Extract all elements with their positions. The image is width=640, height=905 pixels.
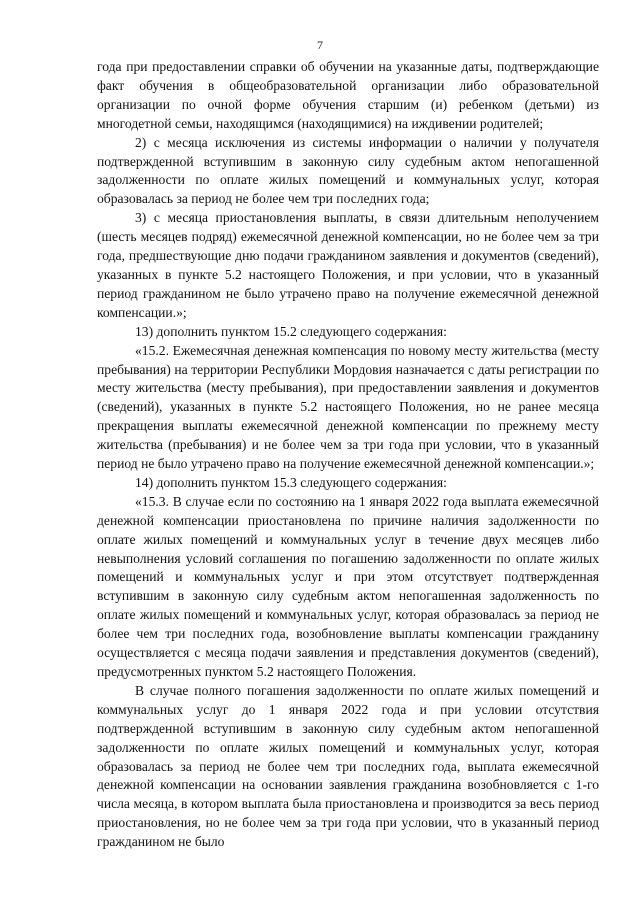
paragraph-3: 3) с месяца приостановления выплаты, в связи длительным неполучением (шесть месяцев подряд) ежемесячной денежной компенсации, но не более чем за три года, предшествующие дню подачи гражданином заявления и документов (сведений), указанных в пункте 5.2 настоящего Положения, и при условии, что в указанный период гражданином не было утрачено право на получение ежемесячной денежной компенсации.»; xyxy=(97,210,599,320)
paragraph-4: 13) дополнить пунктом 15.2 следующего содержания: xyxy=(135,323,447,339)
paragraph-2: 2) с месяца исключения из системы информации о наличии у получателя подтвержденной вступившим в законную силу судебным актом непогашенной задолженности по оплате жилых помещений и коммунальных услуг, которая образовалась за период не более чем три последних года; xyxy=(97,134,599,207)
paragraph-7: «15.3. В случае если по состоянию на 1 января 2022 года выплата ежемесячной денежной компенсации приостановлена по причине наличия задолженности по оплате жилых помещений и коммунальных услуг в течение двух месяцев либо невыполнения условий соглашения по погашению задолженности по оплате жилых помещений и коммунальных услуг и при этом отсутствует подтвержденная вступившим в законную силу судебным актом непогашенная задолженность по оплате жилых помещений и коммунальных услуг, которая образовалась за период не более чем три последних года, возобновление выплаты компенсации гражданину осуществляется с месяца подачи заявления и представления документов (сведений), предусмотренных пунктом 5.2 настоящего Положения. xyxy=(97,493,599,679)
paragraph-5: «15.2. Ежемесячная денежная компенсация по новому месту жительства (месту пребывания) на территории Республики Мордовия назначается с даты регистрации по месту жительства (месту пребывания), при предоставлении заявления и документов (сведений), указанных в пункте 5.2 настоящего Положения, но не ранее месяца прекращения выплаты ежемесячной денежной компенсации по прежнему месту жительства (пребывания) и не более чем за три года при условии, что в указанный период не было утрачено право на получение ежемесячной денежной компенсации.»; xyxy=(97,342,599,472)
paragraph-8: В случае полного погашения задолженности по оплате жилых помещений и коммунальных услуг до 1 января 2022 года и при условии отсутствия подтвержденной вступившим в законную силу судебным актом непогашенной задолженности по оплате жилых помещений и коммунальных услуг, которая образовалась за период не более чем три последних года, выплата ежемесячной денежной компенсации на основании заявления гражданина возобновляется с 1-го числа месяца, в котором выплата была приостановлена и производится за весь период приостановления, но не более чем за три года при условии, что в указанный период гражданином не было xyxy=(97,682,599,850)
page-number: 7 xyxy=(317,38,323,52)
paragraph-6: 14) дополнить пунктом 15.3 следующего содержания: xyxy=(135,474,447,490)
paragraph-1: года при предоставлении справки об обучении на указанные даты, подтверждающие факт обучения в общеобразовательной организации либо образовательной организации по очной форме обучения старшим (и) ребенком (детьми) из многодетной семьи, находящимся (находящимися) на иждивении родителей; xyxy=(97,59,599,131)
document-body xyxy=(97,58,599,852)
